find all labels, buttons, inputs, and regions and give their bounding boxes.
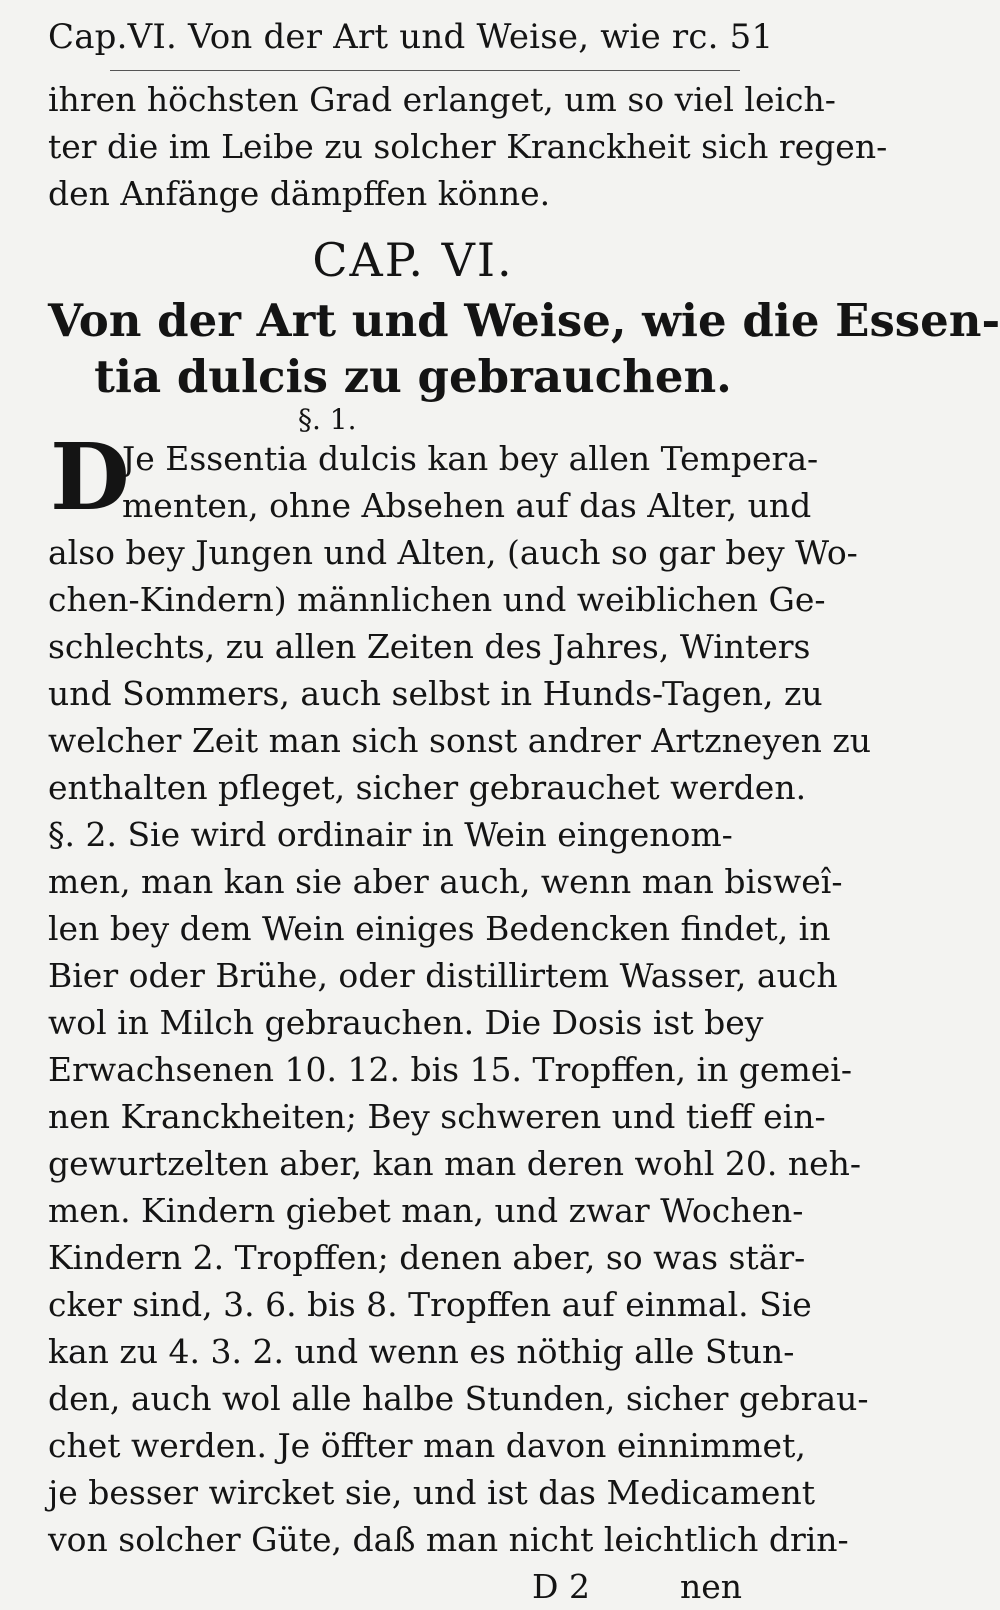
text-line: den Anfänge dämpffen könne. [48,174,551,213]
chapter-title-line: Von der Art und Weise, wie die Essen- [48,294,1000,347]
text-line: welcher Zeit man sich sonst andrer Artzneyen zu [48,721,872,760]
paragraph-2 [48,811,869,1563]
page-footer [48,1563,778,1610]
text-line: chet werden. Je öffter man davon einnimmet, [48,1426,806,1465]
text-line: schlechts, zu allen Zeiten des Jahres, Winters [48,627,811,666]
text-line: je besser wircket sie, und ist das Medicament [48,1473,815,1512]
text-line: Je Essentia dulcis kan bey allen Tempera- [122,439,819,478]
text-line: men, man kan sie aber auch, wenn man bisweî- [48,862,843,901]
text-line: ihren höchsten Grad erlanget, um so viel leich- [48,80,836,119]
text-line: Bier oder Brühe, oder distillirtem Wasser, auch [48,956,838,995]
running-head: Cap.VI. Von der Art und Weise, wie rc. 51 [48,17,774,57]
header-rule [110,70,740,71]
text-line: Erwachsenen 10. 12. bis 15. Tropffen, in gemei- [48,1050,852,1089]
text-line: kan zu 4. 3. 2. und wenn es nöthig alle Stun- [48,1332,795,1371]
text-line: len bey dem Wein einiges Bedencken findet, in [48,909,831,948]
text-line: und Sommers, auch selbst in Hunds-Tagen, zu [48,674,823,713]
text-line: gewurtzelten aber, kan man deren wohl 20. neh- [48,1144,862,1183]
page-body [48,76,1000,1610]
text-line: nen Kranckheiten; Bey schweren und tieff ein- [48,1097,826,1136]
signature-mark: D 2 [532,1567,590,1606]
section-marker: §. 1. [298,403,357,436]
chapter-number: CAP. VI. [312,233,514,287]
text-line: von solcher Güte, daß man nicht leichtlich drin- [48,1520,849,1559]
text-line: chen-Kindern) männlichen und weiblichen Ge- [48,580,826,619]
text-line: §. 2. Sie wird ordinair in Wein eingenom- [48,815,733,854]
text-line: menten, ohne Absehen auf das Alter, und [122,486,812,525]
text-line: enthalten pfleget, sicher gebrauchet werden. [48,768,807,807]
chapter-title-line: tia dulcis zu gebrauchen. [94,350,732,403]
text-line: cker sind, 3. 6. bis 8. Tropffen auf einmal. Sie [48,1285,812,1324]
text-line: also bey Jungen und Alten, (auch so gar bey Wo- [48,533,858,572]
paragraph-1 [48,423,872,811]
text-line: men. Kindern giebet man, und zwar Wochen- [48,1191,804,1230]
text-line: ter die im Leibe zu solcher Kranckheit sich regen- [48,127,888,166]
drop-cap-initial: D [50,423,130,531]
text-line: wol in Milch gebrauchen. Die Dosis ist bey [48,1003,764,1042]
catchword: nen [679,1567,742,1606]
text-line: den, auch wol alle halbe Stunden, sicher gebrau- [48,1379,869,1418]
text-line: Kindern 2. Tropffen; denen aber, so was stär- [48,1238,806,1277]
